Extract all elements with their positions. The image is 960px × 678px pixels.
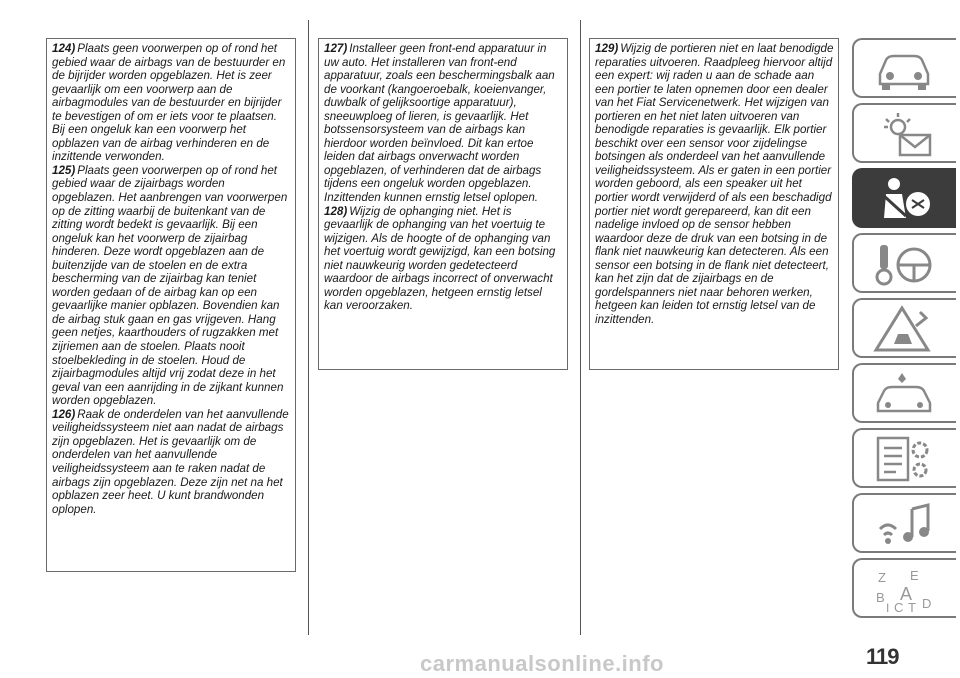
car-front-icon [872, 44, 936, 94]
warning-125: 125) Plaats geen voorwerpen op of rond het gebied waar de zijairbags worden opgeblazen. Het aanbrengen van voorwerpen op de zitting waarbij de buitenkant van de zitting wordt bedekt is gevaarlijk. Bij een ongeluk kan het voorwerp de zijairbag hinderen. Deze wordt opgeblazen aan de buitenzijde van de stoelen en de extra bescherming van de zijairbag kan teniet worden gedaan of de airbag kan op een gevaarlijke manier opblazen. Bovendien kan de airbag stuk gaan en gas vrijgeven. Hang geen netjes, kaarthouders of rugzakken met zijriemen aan de stoelen. Plaats nooit stoelbekleding in de stoelen. Houd de zijairbagmodules altijd vrij zodat deze in het geval van een aanrijding in de zijkant kunnen worden opgeblazen. [52, 163, 288, 408]
tab-maintenance[interactable] [852, 363, 956, 423]
warning-127: 127) Installeer geen front-end apparatuur in uw auto. Het installeren van front-end apparatuur, zoals een beschermingsbalk aan de voorkant (kangoeroebalk, koeienvanger, duwbalk of gelijksoortige apparatuur), sneeuwploeg of lieren, is gevaarlijk. Het botssensorsysteem van de airbags kan hierdoor worden beïnvloed. Dit kan ertoe leiden dat airbags onverwacht worden opgeblazen, of verhinderen dat de airbags tijdens een ongeluk worden opgeblazen. Inzittenden kunnen ernstig letsel oplopen. [324, 42, 555, 205]
multimedia-icon [872, 499, 936, 549]
page-number: 119 [866, 644, 899, 669]
warning-box-col2 [318, 38, 568, 370]
warning-box-col1 [46, 38, 296, 572]
roadside-emergency-icon [872, 304, 936, 354]
svg-text:I: I [886, 601, 890, 614]
column-rule-1 [308, 20, 309, 635]
tab-safety[interactable] [852, 168, 956, 228]
svg-text:Z: Z [878, 570, 886, 585]
warning-128: 128) Wijzig de ophanging niet. Het is gevaarlijk de ophanging van het voertuig te wijzigen. Als de hoogte of de ophanging van het voertuig wordt gewijzigd, kan een botsing niet nauwkeurig worden gedetecteerd waardoor de airbags incorrect of onverwacht worden opgeblazen, hetgeen ernstig letsel kan veroorzaken. [324, 204, 556, 313]
tab-dashboard[interactable] [852, 103, 956, 163]
tab-car-front[interactable] [852, 38, 956, 98]
warning-box-col3 [589, 38, 839, 370]
watermark-text: carmanualsonline.info [420, 651, 664, 676]
specifications-gear-icon [872, 434, 936, 484]
tab-emergency[interactable] [852, 298, 956, 358]
svg-text:C: C [894, 600, 904, 614]
svg-text:B: B [876, 590, 885, 605]
tab-index[interactable] [852, 558, 956, 618]
tab-starting-driving[interactable] [852, 233, 956, 293]
column-rule-2 [580, 20, 581, 635]
warning-124: 124) Plaats geen voorwerpen op of rond het gebied waar de airbags van de bestuurder en de bijrijder worden opgeblazen. Het is zeer gevaarlijk om een voorwerp aan de airbagmodules van de bestuurder en bijrijder te bevestigen of om er iets voor te plaatsen. Bij een ongeluk kan een voorwerp het opblazen van de airbag verhinderen en de inzittende verwonden. [52, 42, 286, 164]
svg-text:E: E [910, 568, 919, 583]
tab-technical-data[interactable] [852, 428, 956, 488]
svg-text:T: T [908, 600, 916, 614]
svg-text:A: A [900, 584, 913, 604]
car-service-icon [872, 369, 936, 419]
warning-126: 126) Raak de onderdelen van het aanvullende veiligheidssysteem niet aan nadat de airbags zijn opgeblazen. Het is gevaarlijk om de onderdelen van het aanvullende veiligheidssysteem aan te raken nadat de airbags zijn opgeblazen. Deze zijn net na het opblazen zeer heet. U kunt brandwonden oplopen. [52, 407, 289, 516]
tab-multimedia[interactable] [852, 493, 956, 553]
svg-text:D: D [922, 596, 932, 611]
key-steering-wheel-icon [872, 239, 936, 289]
alphabetical-index-icon [872, 564, 936, 614]
warning-129: 129) Wijzig de portieren niet en laat benodigde reparaties uitvoeren. Raadpleeg hiervoor altijd een expert: wij raden u aan de schade aan een portier te laten opnemen door een dealer van het Fiat Servicenetwerk. Het wijzigen van portieren en het niet laten uitvoeren van benodigde reparaties is gevaarlijk. Elk portier beschikt over een sensor voor zijdelingse botsingen als onderdeel van het aanvullende veiligheidssysteem. Als er gaten in een portier worden geboord, als een speaker uit het portier wordt verwijderd of als een beschadigd portier niet wordt gerepareerd, kan dit een nadelige invloed op de sensor hebben waardoor deze de druk van een botsing in de flank niet nauwkeurig kan detecteren. Als een sensor een botsing in de flank niet detecteert, kan het zijn dat de zijairbags en de gordelspanners niet naar behoren werken, hetgeen kan leiden tot ernstig letsel van de inzittenden. [595, 42, 834, 326]
seatbelt-airbag-icon [872, 174, 936, 224]
dashboard-warning-icon [872, 109, 936, 159]
